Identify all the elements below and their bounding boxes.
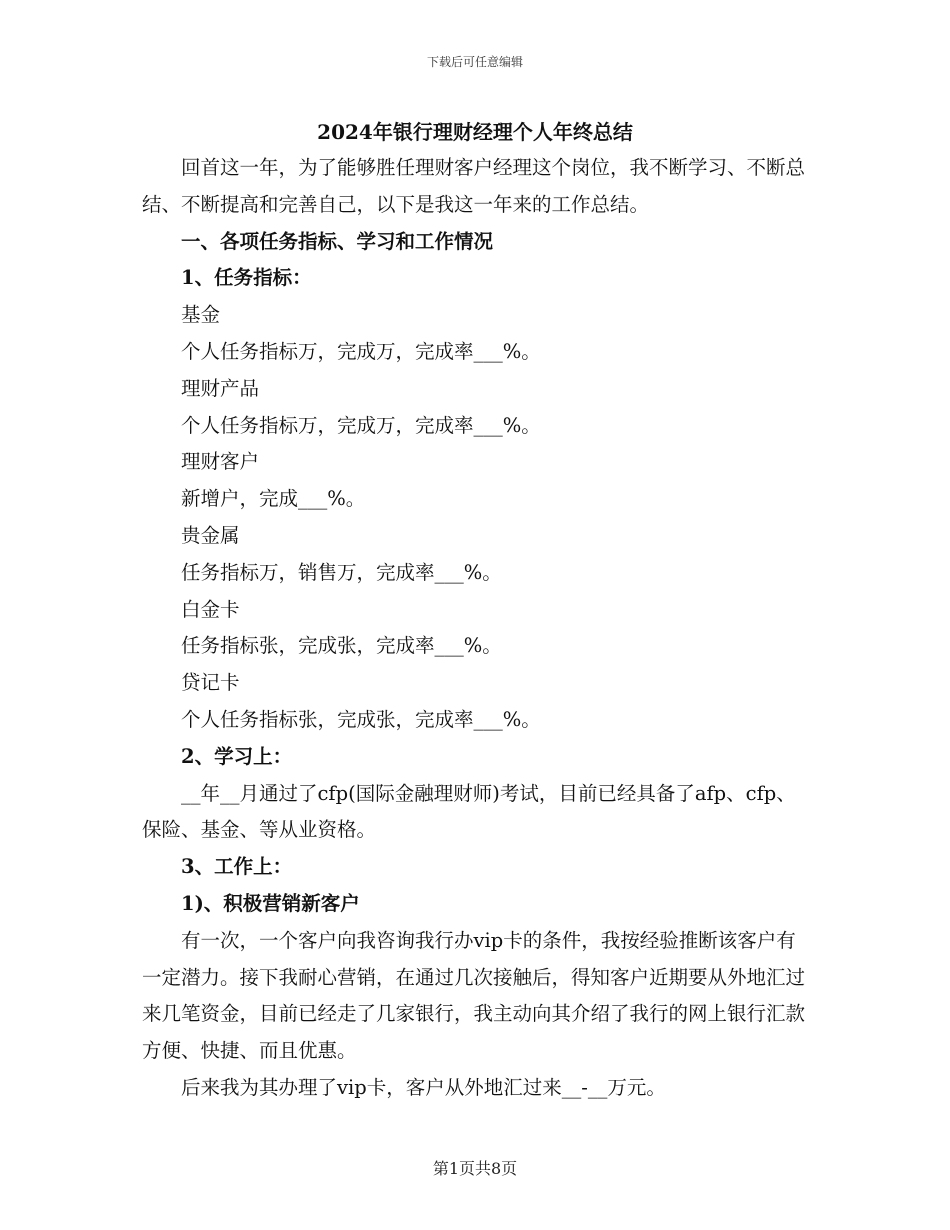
section-heading: 一、各项任务指标、学习和工作情况 bbox=[181, 229, 494, 253]
paragraph: 基金 bbox=[181, 303, 221, 327]
paragraph: 个人任务指标万，完成万，完成率___%。 bbox=[181, 413, 541, 437]
paragraph: __年__月通过了cfp(国际金融理财师)考试，目前已经具备了afp、cfp、保险、基金、等从业资格。 bbox=[142, 781, 796, 842]
paragraph: 白金卡 bbox=[181, 597, 240, 621]
paragraph: 新增户，完成___%。 bbox=[181, 487, 366, 511]
paragraph: 理财客户 bbox=[181, 450, 260, 474]
paragraph: 个人任务指标万，完成万，完成率___%。 bbox=[181, 339, 541, 363]
paragraph: 回首这一年，为了能够胜任理财客户经理这个岗位，我不断学习、不断总结、不断提高和完善自己，以下是我这一年来的工作总结。 bbox=[142, 156, 806, 216]
paragraph: 任务指标万，销售万，完成率___%。 bbox=[181, 560, 502, 584]
document-body bbox=[142, 150, 812, 1107]
paragraph: 个人任务指标张，完成张，完成率___%。 bbox=[181, 707, 541, 731]
paragraph: 理财产品 bbox=[181, 376, 260, 400]
section-heading: 3、工作上： bbox=[181, 855, 293, 879]
section-heading: 1、任务指标： bbox=[181, 266, 312, 290]
page-footer: 第1页共8页 bbox=[432, 1159, 518, 1178]
paragraph: 任务指标张，完成张，完成率___%。 bbox=[181, 634, 502, 658]
paragraph: 后来我为其办理了vip卡，客户从外地汇过来__-__万元。 bbox=[181, 1075, 666, 1099]
section-heading: 2、学习上： bbox=[181, 744, 293, 768]
paragraph: 有一次，一个客户向我咨询我行办vip卡的条件，我按经验推断该客户有一定潜力。接下我耐心营销，在通过几次接触后，得知客户近期要从外地汇过来几笔资金，目前已经走了几家银行，我主动向其介绍了我行的网上银行汇款方便、快捷、而且优惠。 bbox=[142, 928, 806, 1063]
document-title: 2024年银行理财经理个人年终总结 bbox=[317, 120, 633, 144]
page-header: 下载后可任意编辑 bbox=[426, 55, 523, 69]
paragraph: 贵金属 bbox=[181, 523, 240, 547]
paragraph: 贷记卡 bbox=[181, 671, 240, 695]
section-heading: 1)、积极营销新客户 bbox=[181, 891, 360, 915]
